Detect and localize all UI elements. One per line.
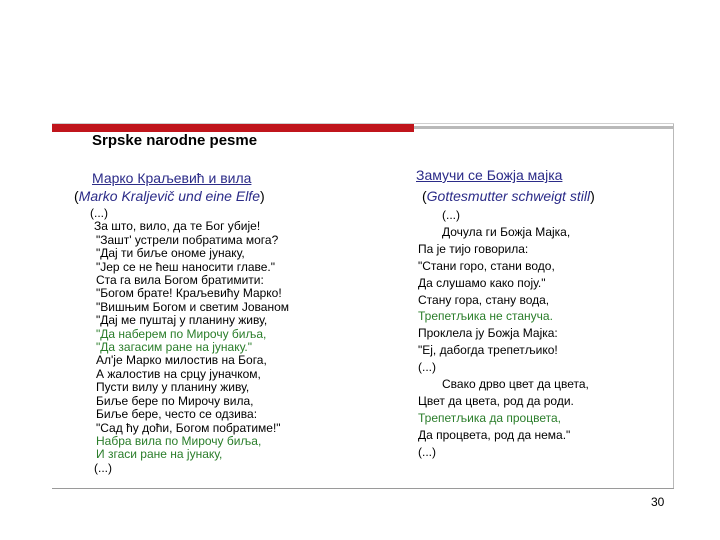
right-poem-lines: [416, 207, 666, 461]
left-poem-title[interactable]: Марко Краљевић и вила: [92, 170, 252, 186]
poem-line: (...): [94, 460, 112, 475]
poem-line: "Еј, дабогда трепетљико!: [418, 343, 558, 358]
poem-line: "Зашт' устрели побратима мога?: [96, 232, 279, 247]
poem-line: (...): [442, 208, 460, 222]
left-poem-lines: [74, 207, 354, 475]
right-poem-subtitle: (Gottesmutter schweigt still): [422, 188, 595, 204]
poem-line: Трепетљика да процвета,: [418, 410, 561, 425]
poem-line: "Дај ме пуштај у планину живу,: [96, 313, 268, 328]
poem-line: "Вишњим Богом и светим Јованом: [96, 299, 290, 314]
right-poem: [416, 167, 666, 461]
poem-line: Пусти вилу у планину живу,: [96, 380, 250, 395]
poem-line: Дочула ги Божја Мајка,: [442, 224, 571, 239]
poem-line: "Сад ћу доћи, Богом побратиме!": [96, 420, 281, 435]
accent-bar: [52, 124, 414, 132]
poem-line: "Да загасим ране на јунаку.": [96, 340, 253, 355]
poem-line: И згаси ране на јунаку,: [96, 447, 223, 462]
poem-line: "Дај ти биље ономе јунаку,: [96, 246, 245, 261]
poem-line: "Јер се не ћеш наносити главе.": [96, 259, 276, 274]
poem-line: (...): [90, 206, 108, 220]
poem-line: "Стани горо, стани водо,: [418, 258, 555, 273]
right-poem-title[interactable]: Замучи се Божја мајка: [416, 167, 563, 183]
accent-bar-grey: [414, 126, 674, 129]
slide-title: Srpske narodne pesme: [92, 132, 258, 149]
poem-line: Биље бере по Мирочу вила,: [96, 393, 254, 408]
poem-line: А жалостив на срцу јуначком,: [96, 366, 261, 381]
poem-line: Свако дрво цвет да цвета,: [442, 377, 589, 392]
poem-line: Стану гора, стану вода,: [418, 292, 550, 307]
poem-line: Набра вила по Мирочу биља,: [96, 433, 262, 448]
poem-line: Па је тијо говорила:: [418, 241, 529, 256]
poem-line: Биље бере, често се одзива:: [96, 407, 258, 422]
poem-line: Ста га вила Богом братимити:: [96, 273, 264, 288]
poem-line: За што, вило, да те Бог убије!: [94, 219, 261, 234]
poem-line: Трепетљика не стануча.: [418, 309, 553, 324]
poem-line: (...): [418, 360, 436, 375]
poem-line: Да слушамо како поју.": [418, 275, 546, 290]
poem-line: (...): [418, 444, 436, 459]
page-number: 30: [651, 495, 665, 509]
poem-line: Ал'је Марко милостив на Бога,: [96, 353, 267, 368]
poem-line: "Богом брате! Краљевићу Марко!: [96, 286, 282, 301]
left-poem-subtitle: (Marko Kraljevič und eine Elfe): [74, 188, 265, 204]
poem-line: "Да наберем по Мирочу биља,: [96, 326, 267, 341]
poem-line: Цвет да цвета, род да роди.: [418, 393, 574, 408]
poem-line: Проклела ју Божја Мајка:: [418, 326, 558, 341]
left-poem: [74, 170, 354, 475]
right-rule: [673, 124, 674, 489]
poem-line: Да процвета, род да нема.": [418, 427, 571, 442]
bottom-rule: [52, 488, 674, 489]
